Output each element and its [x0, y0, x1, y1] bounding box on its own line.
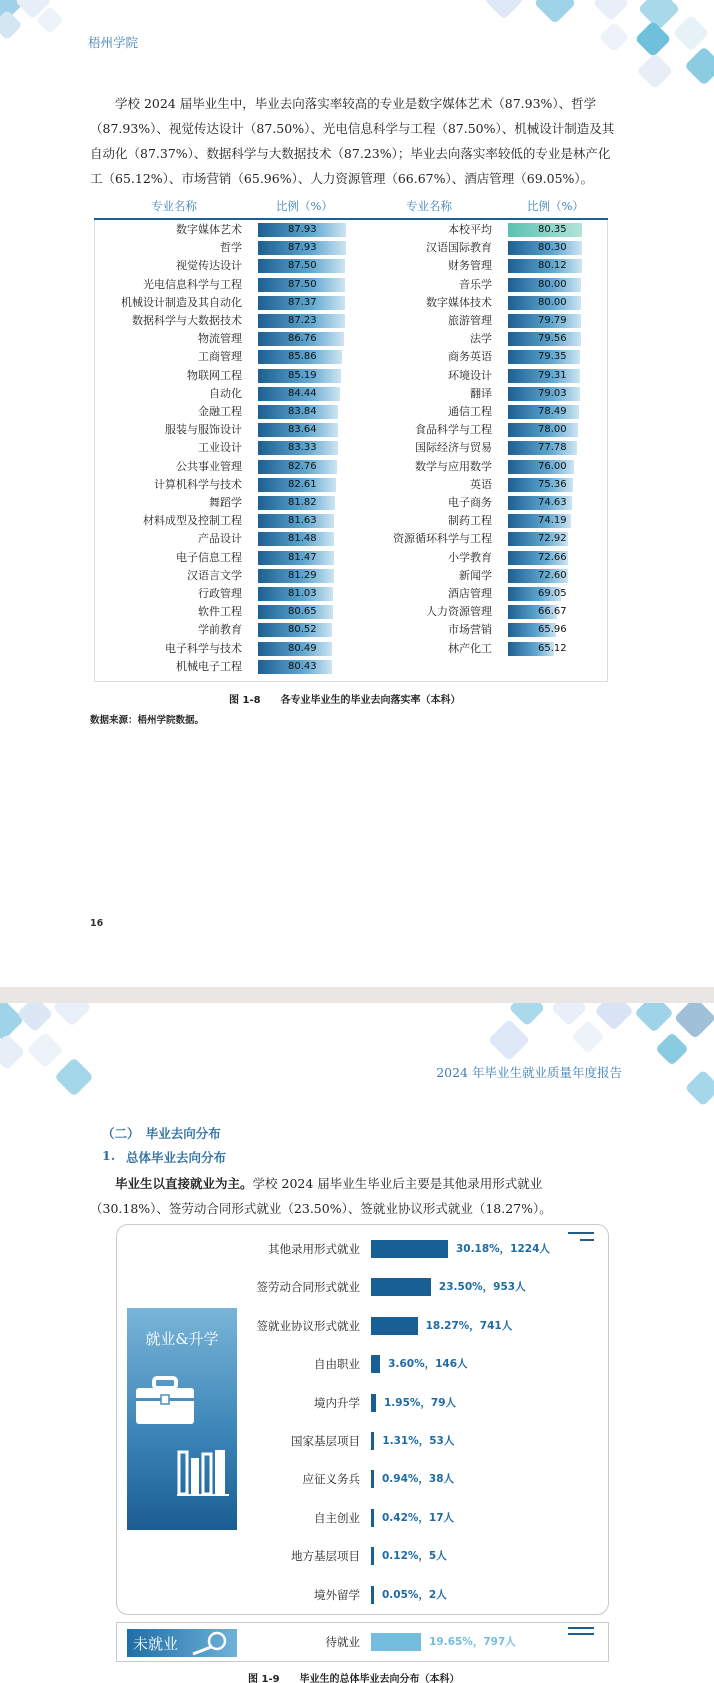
rate-value: 65.12: [538, 642, 567, 654]
destination-value: 1.31%，53人: [382, 1435, 455, 1447]
major-name: 行政管理: [198, 587, 242, 600]
decor-diamond: [598, 21, 629, 52]
major-name: 材料成型及控制工程: [143, 514, 242, 528]
subsection-title: 总体毕业去向分布: [126, 1150, 227, 1165]
major-name: 学前教育: [198, 623, 242, 637]
menu-lines-icon: [568, 1232, 594, 1234]
decor-diamond: [0, 1034, 25, 1071]
destination-bar: [371, 1547, 374, 1565]
paragraph-line: （87.93%）、视觉传达设计（87.50%）、光电信息科学与工程（87.50%）、机械设计制造及其: [90, 121, 615, 136]
major-name: 林产化工: [448, 641, 492, 655]
major-name: 商务英语: [448, 350, 492, 364]
major-name: 汉语国际教育: [426, 241, 492, 255]
rate-value: 74.19: [538, 515, 567, 527]
major-name: 视觉传达设计: [176, 259, 242, 273]
subsection-number: 1.: [102, 1148, 116, 1163]
rate-value: 87.93: [288, 224, 317, 235]
destination-bar: [371, 1278, 431, 1296]
decor-diamond: [635, 21, 672, 58]
rate-value: 69.05: [538, 588, 567, 599]
destination-value: 19.65%，797人: [429, 1636, 516, 1648]
rate-value: 72.60: [538, 569, 567, 581]
page-17: [0, 1003, 714, 1683]
major-name: 本校平均: [448, 223, 492, 236]
major-name: 新闻学: [459, 568, 492, 582]
paragraph-line: 自动化（87.37%）、数据科学与大数据技术（87.23%）；毕业去向落实率较低的专业是林产化: [90, 146, 611, 161]
destination-bar: [371, 1586, 374, 1604]
paragraph-text: 学校 2024 届毕业生毕业后主要是其他录用形式就业: [252, 1176, 543, 1191]
major-name: 电子信息工程: [176, 550, 242, 564]
rate-value: 79.79: [538, 315, 567, 326]
page-header: 梧州学院: [88, 35, 139, 50]
destination-value: 0.05%，2人: [382, 1588, 447, 1601]
intro-paragraph: [90, 91, 620, 191]
rate-value: 85.19: [288, 369, 317, 381]
major-name: 金融工程: [198, 405, 242, 418]
unemployed-tag-label: 未就业: [133, 1635, 179, 1653]
decor-diamond: [0, 9, 23, 40]
decor-diamond: [54, 1057, 94, 1097]
page-header: 2024 年毕业生就业质量年度报告: [436, 1065, 622, 1080]
rate-value: 81.03: [288, 588, 317, 599]
rate-value: 87.50: [288, 278, 317, 290]
destination-name: 自由职业: [314, 1357, 360, 1372]
page-number: 16: [90, 918, 104, 929]
rate-value: 80.00: [538, 296, 567, 308]
decor-diamond: [594, 1003, 634, 1031]
decor-diamond: [673, 15, 710, 52]
menu-lines-icon: [568, 1627, 594, 1629]
major-name: 国际经济与贸易: [415, 441, 492, 455]
major-name: 法学: [470, 332, 492, 346]
menu-lines-icon-part: [580, 1239, 594, 1241]
destination-name: 签劳动合同形式就业: [256, 1280, 360, 1295]
destination-value: 3.60%，146人: [388, 1358, 468, 1371]
decor-diamond: [488, 1019, 530, 1061]
major-name: 旅游管理: [448, 314, 492, 327]
major-name: 舞蹈学: [209, 496, 242, 509]
decor-diamond: [674, 1003, 714, 1039]
rate-value: 79.31: [538, 369, 567, 381]
destination-name: 地方基层项目: [291, 1549, 360, 1564]
major-name: 翻译: [470, 386, 492, 400]
rate-value: 87.23: [288, 315, 317, 326]
rate-value: 81.29: [288, 569, 317, 581]
destination-bar: [371, 1509, 374, 1527]
major-name: 资源循环科学与工程: [393, 532, 492, 546]
major-name: 食品科学与工程: [415, 423, 492, 437]
rate-value: 81.48: [288, 533, 317, 545]
figure-caption: 图 1-9 毕业生的总体毕业去向分布（本科）: [248, 1674, 460, 1683]
panel-title: 就业&升学: [145, 1330, 219, 1348]
major-name: 工商管理: [198, 350, 242, 364]
major-name: 公共事业管理: [176, 459, 242, 473]
decor-diamond: [634, 1003, 674, 1033]
figure-caption: 图 1-8 各专业毕业生的毕业去向落实率（本科）: [229, 695, 461, 706]
paragraph-line: 学校 2024 届毕业生中，毕业去向落实率较高的专业是数字媒体艺术（87.93%）、哲学: [115, 96, 597, 111]
destination-value: 30.18%，1224人: [455, 1243, 550, 1255]
rate-value: 74.63: [538, 497, 567, 508]
decor-diamond: [484, 0, 524, 20]
decor-diamond: [684, 46, 714, 86]
section-title: （二） 毕业去向分布: [102, 1126, 221, 1141]
major-name: 产品设计: [198, 532, 242, 546]
major-name: 财务管理: [448, 259, 492, 273]
destination-name: 应征义务兵: [302, 1472, 360, 1487]
major-name: 小学教育: [448, 550, 492, 564]
major-name: 人力资源管理: [426, 605, 492, 619]
major-name: 市场营销: [448, 623, 492, 637]
major-name: 酒店管理: [448, 587, 492, 600]
major-name: 物联网工程: [187, 368, 242, 382]
rate-value: 79.03: [538, 387, 567, 399]
rate-value: 72.92: [538, 533, 567, 545]
paragraph-line: （30.18%）、签劳动合同形式就业（23.50%）、签就业协议形式就业（18.27%）。: [90, 1201, 552, 1216]
major-name: 环境设计: [448, 368, 492, 382]
major-name: 电子科学与技术: [165, 641, 242, 655]
decor-diamond: [571, 1020, 605, 1054]
paragraph-line: [90, 1171, 620, 1196]
major-name: 哲学: [220, 241, 242, 255]
major-name: 汉语言文学: [187, 568, 242, 582]
rate-value: 87.93: [288, 242, 317, 254]
employment-panel: [127, 1308, 237, 1530]
rate-value: 72.66: [538, 551, 567, 563]
major-name: 物流管理: [198, 332, 242, 346]
rate-value: 84.44: [288, 387, 317, 399]
major-name: 服装与服饰设计: [165, 423, 242, 437]
major-name: 制药工程: [448, 514, 492, 528]
major-name: 光电信息科学与工程: [143, 277, 242, 291]
magnifier-icon: [191, 1630, 231, 1656]
destination-name: 国家基层项目: [291, 1434, 360, 1448]
rate-value: 83.64: [288, 424, 317, 436]
decor-diamond: [534, 0, 576, 24]
rate-value: 65.96: [538, 624, 567, 636]
decor-diamond: [593, 0, 630, 21]
rate-value: 79.35: [538, 351, 567, 363]
destination-value: 0.42%，17人: [382, 1511, 455, 1524]
destination-name: 自主创业: [314, 1510, 360, 1525]
rate-value: 87.50: [288, 260, 317, 272]
destination-bar: [371, 1317, 418, 1335]
major-name: 数学与应用数学: [415, 459, 492, 473]
decor-diamond: [551, 1003, 588, 1026]
destination-name: 签就业协议形式就业: [256, 1318, 360, 1333]
column-header-name: 专业名称: [151, 199, 197, 213]
decor-diamond: [655, 1032, 689, 1066]
destination-bar: [371, 1240, 448, 1258]
rate-value: 83.33: [288, 442, 317, 454]
unemployed-tag: [127, 1629, 237, 1657]
destination-name: 待就业: [325, 1635, 360, 1649]
rate-value: 80.00: [538, 278, 567, 290]
rate-value: 82.76: [288, 460, 317, 472]
destination-name: 其他录用形式就业: [268, 1242, 360, 1256]
destination-bar: [371, 1394, 376, 1412]
major-name: 数字媒体技术: [426, 295, 492, 309]
major-name: 计算机科学与技术: [154, 477, 242, 491]
major-name: 自动化: [209, 386, 242, 400]
major-name: 数据科学与大数据技术: [132, 314, 242, 327]
rate-value: 78.49: [538, 406, 567, 417]
major-name: 电子商务: [448, 496, 492, 509]
rate-value: 80.52: [288, 624, 317, 636]
decor-diamond: [509, 1003, 546, 1026]
major-name: 音乐学: [459, 277, 492, 291]
major-name: 机械设计制造及其自动化: [121, 295, 242, 309]
rate-value: 76.00: [538, 460, 567, 472]
major-name: 数字媒体艺术: [176, 223, 242, 236]
destination-name: 境外留学: [314, 1587, 360, 1602]
destination-name: 境内升学: [314, 1395, 360, 1410]
rate-value: 82.61: [288, 478, 317, 490]
paragraph-line: 工（65.12%）、市场营销（65.96%）、人力资源管理（66.67%）、酒店管理（69.05%）。: [90, 171, 594, 186]
column-header-name-2: 专业名称: [406, 199, 452, 213]
rate-value: 80.49: [288, 642, 317, 654]
column-header-ratio-2: 比例（%）: [527, 199, 584, 213]
rate-value: 85.86: [288, 351, 317, 363]
destination-value: 0.12%，5人: [382, 1550, 447, 1563]
rate-value: 80.12: [538, 260, 567, 272]
menu-lines-icon-part: [568, 1633, 594, 1635]
destination-value: 18.27%，741人: [425, 1319, 513, 1332]
decor-diamond: [52, 1003, 92, 1027]
destination-bar: [371, 1355, 380, 1373]
destination-value: 23.50%，953人: [438, 1281, 526, 1294]
rate-value: 77.78: [538, 442, 567, 454]
decor-diamond: [637, 53, 674, 90]
column-header-ratio: 比例（%）: [276, 199, 333, 213]
decor-diamond: [27, 1032, 64, 1069]
paragraph-bold-lead: 毕业生以直接就业为主。: [115, 1176, 253, 1191]
rate-value: 79.56: [538, 333, 567, 345]
major-name: 软件工程: [198, 605, 242, 619]
rate-value: 75.36: [538, 478, 567, 490]
destination-bar: [371, 1470, 374, 1488]
rate-value: 81.63: [288, 515, 317, 527]
rate-value: 80.65: [288, 606, 317, 618]
destination-value: 1.95%，79人: [383, 1396, 457, 1409]
rate-value: 78.00: [538, 424, 567, 436]
rate-value: 66.67: [538, 606, 567, 618]
destination-value: 0.94%，38人: [382, 1473, 455, 1486]
major-name: 通信工程: [448, 405, 492, 418]
rate-value: 80.43: [288, 660, 317, 672]
rate-value: 86.76: [288, 333, 317, 345]
decor-diamond: [17, 1003, 54, 1032]
major-name: 英语: [470, 477, 492, 491]
major-name: 工业设计: [198, 441, 242, 455]
rate-value: 83.84: [288, 406, 317, 417]
destination-bar: [371, 1432, 374, 1450]
distribution-paragraph: [90, 1171, 620, 1221]
data-source: 数据来源：梧州学院数据。: [90, 715, 205, 726]
major-name: 机械电子工程: [176, 659, 242, 673]
rate-value: 80.35: [538, 224, 567, 235]
rate-value: 81.47: [288, 551, 317, 563]
rate-value: 81.82: [288, 497, 317, 508]
rate-value: 87.37: [288, 296, 317, 308]
decor-diamond: [685, 1070, 714, 1107]
rate-value: 80.30: [538, 242, 567, 254]
